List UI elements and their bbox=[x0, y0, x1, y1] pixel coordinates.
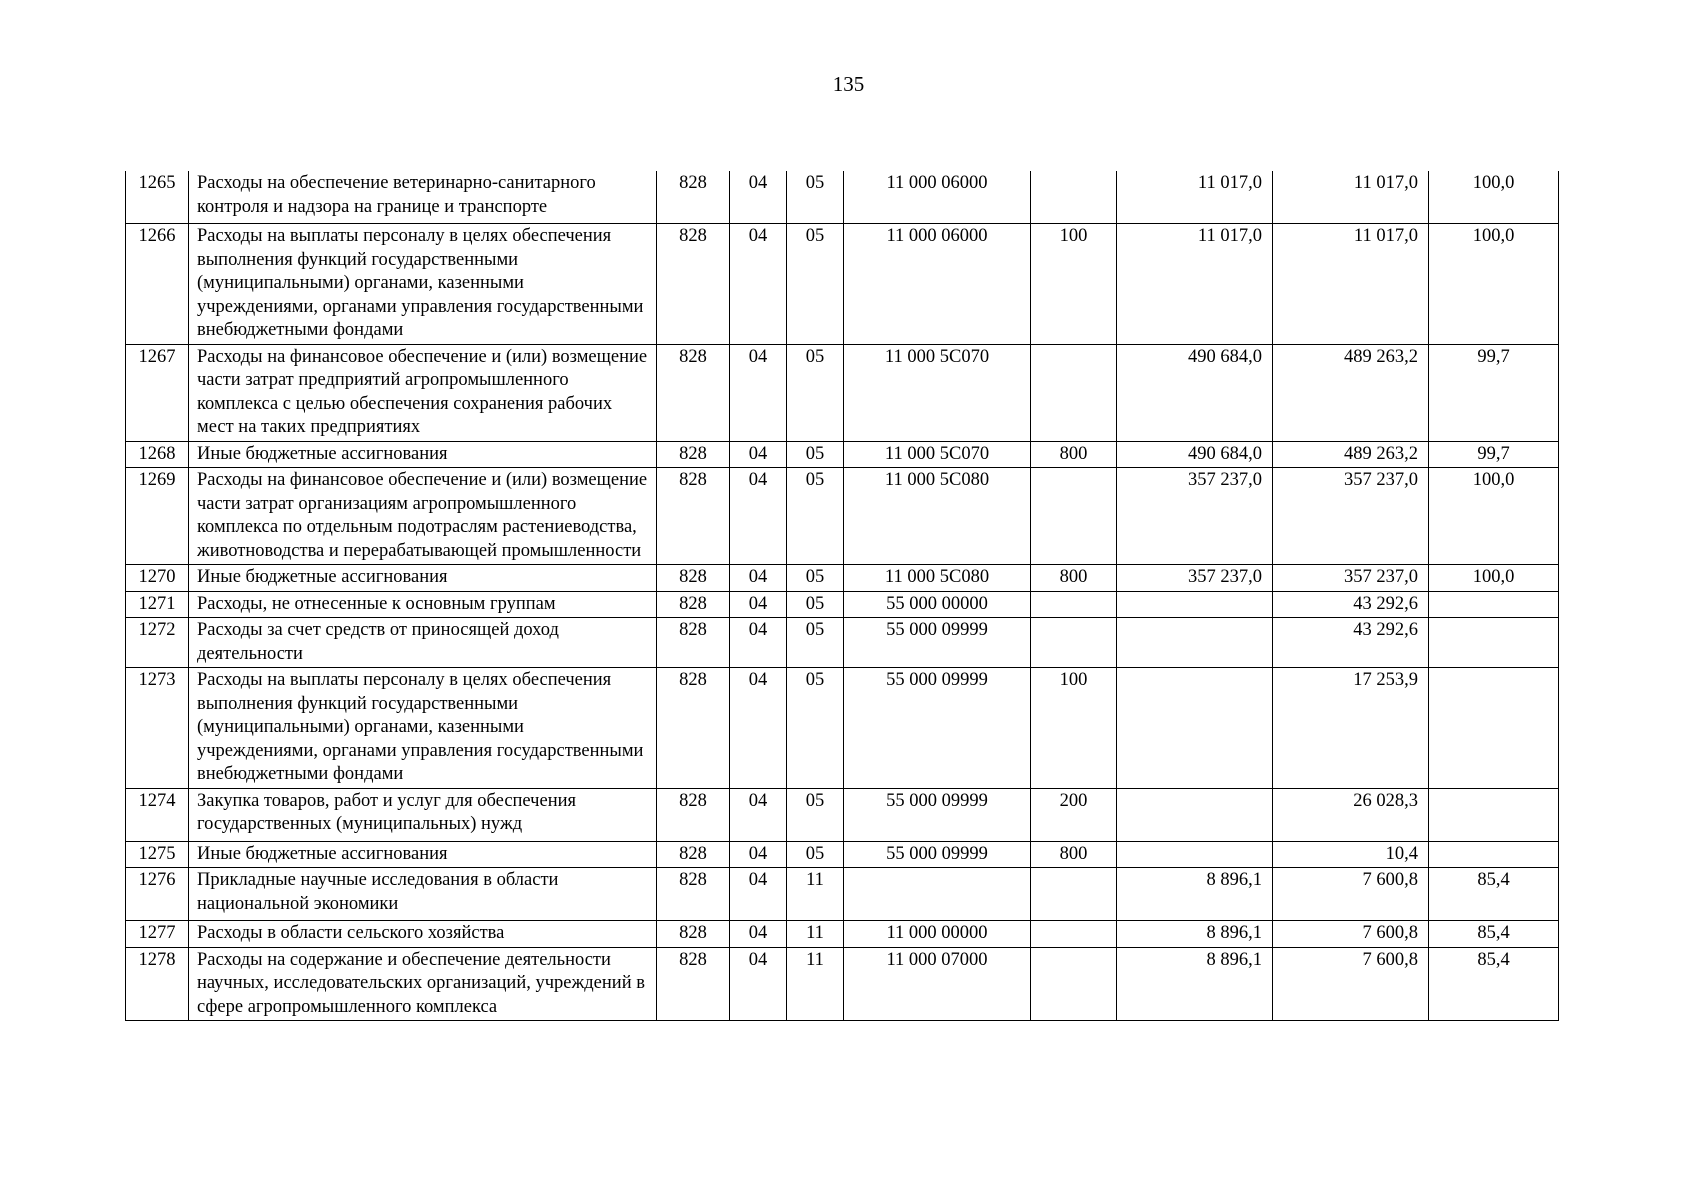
section-code: 04 bbox=[730, 788, 787, 841]
subsection-code: 05 bbox=[787, 171, 844, 224]
subsection-code: 05 bbox=[787, 224, 844, 345]
execution-percent bbox=[1429, 618, 1559, 668]
admin-code: 828 bbox=[657, 868, 730, 921]
section-code: 04 bbox=[730, 565, 787, 592]
executed-amount: 357 237,0 bbox=[1273, 468, 1429, 565]
approved-amount: 8 896,1 bbox=[1117, 921, 1273, 948]
table-body bbox=[126, 171, 1559, 1021]
row-number: 1270 bbox=[126, 565, 189, 592]
subsection-code: 05 bbox=[787, 618, 844, 668]
row-number: 1267 bbox=[126, 344, 189, 441]
budget-table bbox=[125, 171, 1559, 1021]
expense-type bbox=[1031, 171, 1117, 224]
expense-type: 100 bbox=[1031, 224, 1117, 345]
table-row bbox=[126, 668, 1559, 789]
execution-percent: 85,4 bbox=[1429, 868, 1559, 921]
subsection-code: 11 bbox=[787, 868, 844, 921]
admin-code: 828 bbox=[657, 921, 730, 948]
section-code: 04 bbox=[730, 441, 787, 468]
section-code: 04 bbox=[730, 224, 787, 345]
subsection-code: 05 bbox=[787, 591, 844, 618]
approved-amount: 11 017,0 bbox=[1117, 224, 1273, 345]
approved-amount: 357 237,0 bbox=[1117, 468, 1273, 565]
row-number: 1276 bbox=[126, 868, 189, 921]
table-row bbox=[126, 947, 1559, 1021]
section-code: 04 bbox=[730, 841, 787, 868]
row-number: 1275 bbox=[126, 841, 189, 868]
admin-code: 828 bbox=[657, 171, 730, 224]
expense-name: Расходы на выплаты персоналу в целях обеспечения выполнения функций государственными (муниципальными) органами, казенными учреждениями, органами управления государственными внебюджетными фондами bbox=[189, 668, 657, 789]
subsection-code: 05 bbox=[787, 565, 844, 592]
subsection-code: 05 bbox=[787, 841, 844, 868]
section-code: 04 bbox=[730, 668, 787, 789]
target-article: 55 000 09999 bbox=[844, 668, 1031, 789]
admin-code: 828 bbox=[657, 788, 730, 841]
page-number: 135 bbox=[832, 72, 865, 96]
target-article: 11 000 5С080 bbox=[844, 565, 1031, 592]
target-article: 11 000 06000 bbox=[844, 224, 1031, 345]
executed-amount: 17 253,9 bbox=[1273, 668, 1429, 789]
expense-name: Расходы на содержание и обеспечение деятельности научных, исследовательских организаций, учреждений в сфере агропромышленного комплекса bbox=[189, 947, 657, 1021]
expense-name: Иные бюджетные ассигнования bbox=[189, 841, 657, 868]
subsection-code: 05 bbox=[787, 788, 844, 841]
expense-name: Расходы на выплаты персоналу в целях обеспечения выполнения функций государственными (муниципальными) органами, казенными учреждениями, органами управления государственными внебюджетными фондами bbox=[189, 224, 657, 345]
approved-amount: 357 237,0 bbox=[1117, 565, 1273, 592]
row-number: 1268 bbox=[126, 441, 189, 468]
row-number: 1269 bbox=[126, 468, 189, 565]
expense-type: 100 bbox=[1031, 668, 1117, 789]
executed-amount: 11 017,0 bbox=[1273, 224, 1429, 345]
subsection-code: 05 bbox=[787, 441, 844, 468]
executed-amount: 7 600,8 bbox=[1273, 947, 1429, 1021]
execution-percent: 99,7 bbox=[1429, 441, 1559, 468]
expense-type bbox=[1031, 618, 1117, 668]
execution-percent: 100,0 bbox=[1429, 565, 1559, 592]
target-article: 11 000 00000 bbox=[844, 921, 1031, 948]
execution-percent bbox=[1429, 788, 1559, 841]
executed-amount: 357 237,0 bbox=[1273, 565, 1429, 592]
row-number: 1273 bbox=[126, 668, 189, 789]
table-row bbox=[126, 618, 1559, 668]
row-number: 1277 bbox=[126, 921, 189, 948]
admin-code: 828 bbox=[657, 947, 730, 1021]
table-row bbox=[126, 788, 1559, 841]
admin-code: 828 bbox=[657, 618, 730, 668]
subsection-code: 05 bbox=[787, 668, 844, 789]
executed-amount: 489 263,2 bbox=[1273, 441, 1429, 468]
expense-type bbox=[1031, 468, 1117, 565]
executed-amount: 489 263,2 bbox=[1273, 344, 1429, 441]
expense-type bbox=[1031, 344, 1117, 441]
table-row bbox=[126, 344, 1559, 441]
executed-amount: 7 600,8 bbox=[1273, 868, 1429, 921]
table-row bbox=[126, 868, 1559, 921]
target-article: 11 000 5С070 bbox=[844, 344, 1031, 441]
table-row bbox=[126, 591, 1559, 618]
executed-amount: 7 600,8 bbox=[1273, 921, 1429, 948]
target-article: 11 000 06000 bbox=[844, 171, 1031, 224]
table-row bbox=[126, 441, 1559, 468]
row-number: 1266 bbox=[126, 224, 189, 345]
admin-code: 828 bbox=[657, 841, 730, 868]
expense-name: Расходы, не отнесенные к основным группам bbox=[189, 591, 657, 618]
approved-amount bbox=[1117, 668, 1273, 789]
row-number: 1272 bbox=[126, 618, 189, 668]
subsection-code: 05 bbox=[787, 344, 844, 441]
target-article: 55 000 00000 bbox=[844, 591, 1031, 618]
execution-percent: 99,7 bbox=[1429, 344, 1559, 441]
section-code: 04 bbox=[730, 591, 787, 618]
target-article: 55 000 09999 bbox=[844, 618, 1031, 668]
target-article: 11 000 5С070 bbox=[844, 441, 1031, 468]
expense-name: Расходы на финансовое обеспечение и (или) возмещение части затрат предприятий агропромышленного комплекса с целью обеспечения сохранения рабочих мест на таких предприятиях bbox=[189, 344, 657, 441]
admin-code: 828 bbox=[657, 668, 730, 789]
section-code: 04 bbox=[730, 618, 787, 668]
row-number: 1265 bbox=[126, 171, 189, 224]
target-article: 55 000 09999 bbox=[844, 788, 1031, 841]
execution-percent: 100,0 bbox=[1429, 171, 1559, 224]
table-row bbox=[126, 224, 1559, 345]
expense-name: Прикладные научные исследования в области национальной экономики bbox=[189, 868, 657, 921]
execution-percent: 85,4 bbox=[1429, 921, 1559, 948]
approved-amount: 11 017,0 bbox=[1117, 171, 1273, 224]
executed-amount: 43 292,6 bbox=[1273, 591, 1429, 618]
target-article: 11 000 07000 bbox=[844, 947, 1031, 1021]
expense-name: Расходы на финансовое обеспечение и (или) возмещение части затрат организациям агропромышленного комплекса по отдельным подотраслям растениеводства, животноводства и перерабатывающей промышленности bbox=[189, 468, 657, 565]
executed-amount: 11 017,0 bbox=[1273, 171, 1429, 224]
approved-amount: 8 896,1 bbox=[1117, 947, 1273, 1021]
table-row bbox=[126, 841, 1559, 868]
expense-type bbox=[1031, 921, 1117, 948]
section-code: 04 bbox=[730, 947, 787, 1021]
expense-type: 800 bbox=[1031, 441, 1117, 468]
table-row bbox=[126, 468, 1559, 565]
expense-name: Иные бюджетные ассигнования bbox=[189, 565, 657, 592]
subsection-code: 05 bbox=[787, 468, 844, 565]
execution-percent bbox=[1429, 668, 1559, 789]
approved-amount: 490 684,0 bbox=[1117, 441, 1273, 468]
expense-type: 800 bbox=[1031, 565, 1117, 592]
expense-type: 800 bbox=[1031, 841, 1117, 868]
admin-code: 828 bbox=[657, 344, 730, 441]
admin-code: 828 bbox=[657, 441, 730, 468]
execution-percent: 100,0 bbox=[1429, 468, 1559, 565]
execution-percent: 85,4 bbox=[1429, 947, 1559, 1021]
expense-name: Расходы в области сельского хозяйства bbox=[189, 921, 657, 948]
approved-amount: 8 896,1 bbox=[1117, 868, 1273, 921]
section-code: 04 bbox=[730, 868, 787, 921]
executed-amount: 26 028,3 bbox=[1273, 788, 1429, 841]
expense-name: Расходы за счет средств от приносящей доход деятельности bbox=[189, 618, 657, 668]
executed-amount: 10,4 bbox=[1273, 841, 1429, 868]
admin-code: 828 bbox=[657, 224, 730, 345]
section-code: 04 bbox=[730, 171, 787, 224]
subsection-code: 11 bbox=[787, 921, 844, 948]
expense-type bbox=[1031, 947, 1117, 1021]
section-code: 04 bbox=[730, 921, 787, 948]
admin-code: 828 bbox=[657, 565, 730, 592]
approved-amount bbox=[1117, 618, 1273, 668]
execution-percent: 100,0 bbox=[1429, 224, 1559, 345]
expense-name: Иные бюджетные ассигнования bbox=[189, 441, 657, 468]
expense-type bbox=[1031, 591, 1117, 618]
target-article: 11 000 5С080 bbox=[844, 468, 1031, 565]
expense-name: Расходы на обеспечение ветеринарно-санитарного контроля и надзора на границе и транспорте bbox=[189, 171, 657, 224]
admin-code: 828 bbox=[657, 591, 730, 618]
section-code: 04 bbox=[730, 468, 787, 565]
table-row bbox=[126, 171, 1559, 224]
approved-amount: 490 684,0 bbox=[1117, 344, 1273, 441]
target-article: 55 000 09999 bbox=[844, 841, 1031, 868]
row-number: 1278 bbox=[126, 947, 189, 1021]
admin-code: 828 bbox=[657, 468, 730, 565]
execution-percent bbox=[1429, 591, 1559, 618]
approved-amount bbox=[1117, 788, 1273, 841]
target-article bbox=[844, 868, 1031, 921]
subsection-code: 11 bbox=[787, 947, 844, 1021]
table-row bbox=[126, 921, 1559, 948]
row-number: 1274 bbox=[126, 788, 189, 841]
executed-amount: 43 292,6 bbox=[1273, 618, 1429, 668]
expense-type bbox=[1031, 868, 1117, 921]
row-number: 1271 bbox=[126, 591, 189, 618]
approved-amount bbox=[1117, 841, 1273, 868]
approved-amount bbox=[1117, 591, 1273, 618]
expense-type: 200 bbox=[1031, 788, 1117, 841]
execution-percent bbox=[1429, 841, 1559, 868]
expense-name: Закупка товаров, работ и услуг для обеспечения государственных (муниципальных) нужд bbox=[189, 788, 657, 841]
table-row bbox=[126, 565, 1559, 592]
section-code: 04 bbox=[730, 344, 787, 441]
